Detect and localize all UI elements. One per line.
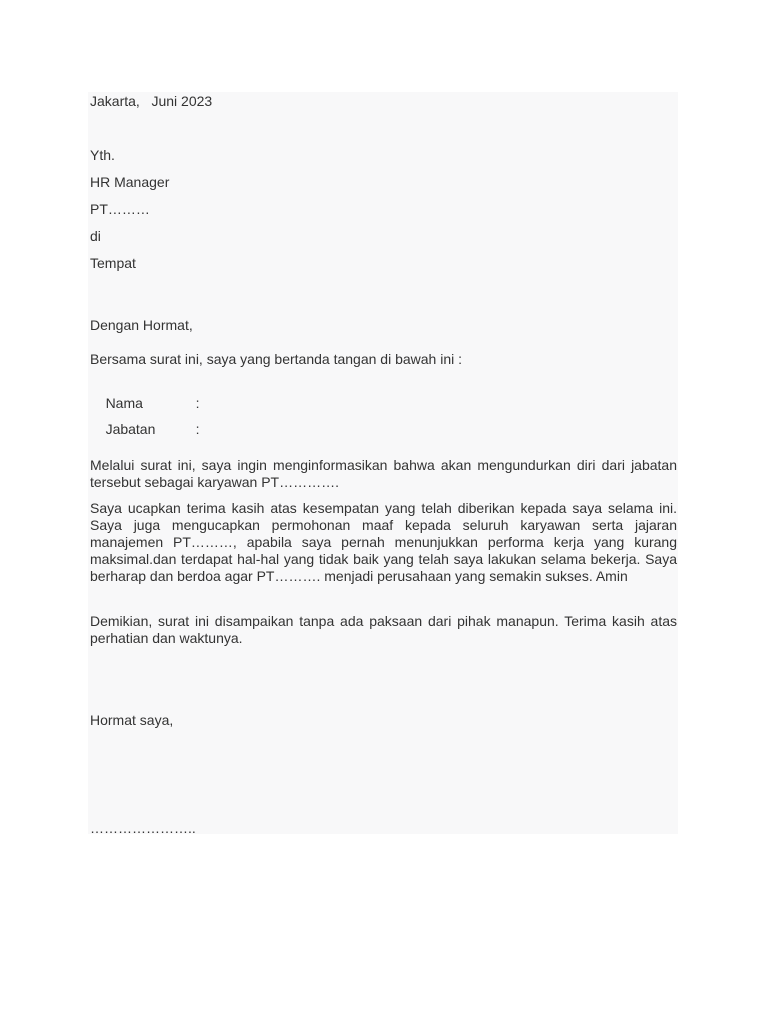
greeting: Dengan Hormat,	[90, 317, 193, 333]
field-label-position: Jabatan	[105, 421, 156, 437]
intro-text: Bersama surat ini, saya yang bertanda tangan di bawah ini :	[90, 351, 463, 367]
recipient-di: di	[90, 228, 101, 244]
paragraph-resignation: Melalui surat ini, saya ingin menginformasikan bahwa akan mengundurkan diri dari jabatan tersebut sebagai karyawan PT………….	[90, 457, 677, 490]
recipient-title: HR Manager	[90, 174, 170, 190]
field-separator: :	[195, 421, 200, 437]
field-label-name: Nama	[105, 395, 143, 411]
closing-text: Hormat saya,	[90, 712, 174, 728]
recipient-place: Tempat	[90, 255, 136, 271]
paragraph-closing-statement: Demikian, surat ini disampaikan tanpa ada paksaan dari pihak manapun. Terima kasih atas perhatian dan waktunya.	[90, 613, 677, 646]
recipient-salutation: Yth.	[90, 147, 115, 163]
letter-date: Jakarta, Juni 2023	[90, 93, 213, 109]
recipient-company: PT………	[90, 201, 150, 217]
field-separator: :	[195, 395, 200, 411]
paragraph-gratitude: Saya ucapkan terima kasih atas kesempatan yang telah diberikan kepada saya selama ini. Saya juga mengucapkan permohonan maaf kepada seluruh karyawan serta jajaran manajemen PT………, apabila saya pernah menunjukkan performa kerja yang kurang maksimal.dan terdapat hal-hal yang tidak baik yang telah saya lakukan selama bekerja. Saya berharap dan berdoa agar PT………. menjadi perusahaan yang semakin sukses. Amin	[90, 500, 677, 584]
field-row-position	[90, 404, 199, 455]
signature-line: …………………..	[90, 820, 196, 836]
